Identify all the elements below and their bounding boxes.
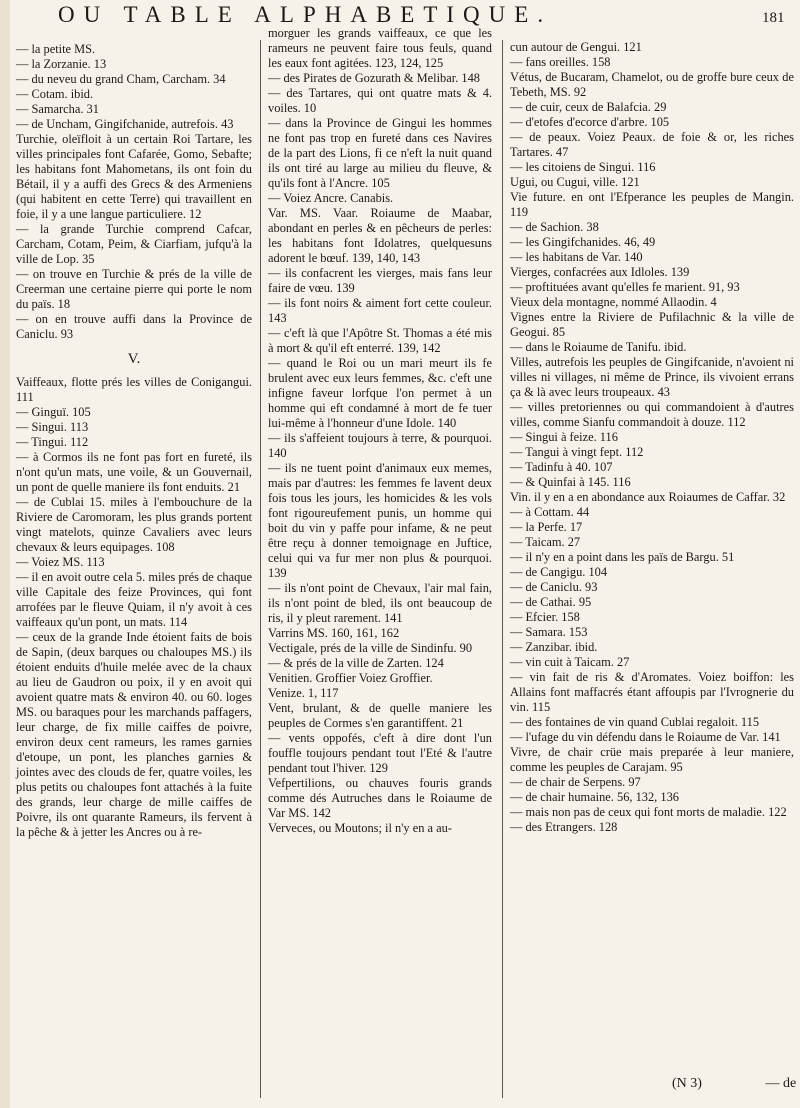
index-entry: — Zanzibar. ibid. <box>510 640 598 654</box>
index-entry: — Cotam. ibid. <box>16 87 94 101</box>
index-entry: — & prés de la ville de Zarten. 124 <box>268 656 444 670</box>
signature-mark: (N 3) <box>672 1076 702 1091</box>
catchword: — de <box>765 1076 797 1091</box>
index-entry: — fans oreilles. 158 <box>510 55 611 69</box>
index-entry: — vin fait de ris & d'Aromates. Voiez boiffon: les Allains font maffacrés étant affoupis par l'Ivrognerie du vin. 115 <box>510 670 794 714</box>
index-entry: — de Sachion. 38 <box>510 220 599 234</box>
index-entry: — ils s'affeient toujours à terre, & pourquoi. 140 <box>268 431 492 460</box>
index-entry: — la Zorzanie. 13 <box>16 57 107 71</box>
index-entry: — Singui à feize. 116 <box>510 430 618 444</box>
index-entry: morguer les grands vaiffeaux, ce que les rameurs ne peuvent faire tous feuls, quand les eaux font agitées. 123, 124, 125 <box>268 26 492 70</box>
index-entry: — de Cangigu. 104 <box>510 565 608 579</box>
index-entry: — Ginguï. 105 <box>16 405 91 419</box>
index-entry: Verveces, ou Moutons; il n'y en a au- <box>268 821 452 835</box>
page-footer <box>672 1076 796 1092</box>
index-entry: — à Cormos ils ne font pas fort en fureté, ils n'ont qu'un mats, une voile, & un Gouvernail, un pont de quelle maniere ils font enduits. 21 <box>16 450 252 494</box>
index-entry: Vie future. en ont l'Efperance les peuples de Mangin. 119 <box>510 190 794 219</box>
index-entry: — les citoiens de Singui. 116 <box>510 160 656 174</box>
index-entry: Vaiffeaux, flotte prés les villes de Conigangui. 111 <box>16 375 252 404</box>
index-entry: — les Gingifchanides. 46, 49 <box>510 235 656 249</box>
index-entry: — c'eft là que l'Apôtre St. Thomas a été mis à mort & qu'il eft enterré. 139, 142 <box>268 326 492 355</box>
page-number: 181 <box>762 10 785 26</box>
index-entry: — les habitans de Var. 140 <box>510 250 643 264</box>
index-entry: Vin. il y en a en abondance aux Roiaumes de Caffar. 32 <box>510 490 786 504</box>
index-entry: Vivre, de chair crüe mais preparée à leur maniere, comme les peuples de Carajam. 95 <box>510 745 794 774</box>
index-entry: — la petite MS. <box>16 42 96 56</box>
index-entry: — Singui. 113 <box>16 420 89 434</box>
index-entry: Venitien. Groffier Voiez Groffier. <box>268 671 433 685</box>
index-entry: — vin cuit à Taicam. 27 <box>510 655 630 669</box>
index-entry: — mais non pas de ceux qui font morts de maladie. 122 <box>510 805 787 819</box>
index-entry: — Taicam. 27 <box>510 535 581 549</box>
index-entry: — de peaux. Voiez Peaux. de foie & or, les riches Tartares. 47 <box>510 130 794 159</box>
index-entry: — des Pirates de Gozurath & Melibar. 148 <box>268 71 480 85</box>
index-entry: — on en trouve auffi dans la Province de Caniclu. 93 <box>16 312 252 341</box>
index-entry: Vierges, confacrées aux Idloles. 139 <box>510 265 690 279</box>
index-entry: Vectigale, prés de la ville de Sindinfu. 90 <box>268 641 473 655</box>
index-entry: — à Cottam. 44 <box>510 505 590 519</box>
index-entry: — ceux de la grande Inde étoient faits de bois de Sapin, (deux barques ou chaloupes MS.) ils étoient enduits d'huile melée avec de la chaux au lieu de Gaudron ou poix, il y en avoit qui avoient quatre mats & environ 40. ou 60. loges MS. ou baraques pour les marchands paffagers, leur charge, de fix mille caiffes de poivre, environ deux cent rameurs, les rames garnies d'etoupe, un pont, les planches garnies & jointes avec des clouds de fer, quatre voiles, les plus petits ou chaloupes font attachés à la fuite des grands, leur charge de mille caiffes de Poivre, ils ont quarante Rameurs, ils fervent à la pêche & à jetter les Ancres ou à re- <box>16 630 252 839</box>
index-entry: — de Caniclu. 93 <box>510 580 598 594</box>
index-entry: — de Cublai 15. miles à l'embouchure de la Riviere de Caromoram, les plus grands portent vingt matelots, quinze Cavaliers avec leurs chevaux & leurs equipages. 108 <box>16 495 252 554</box>
index-entry: Var. MS. Vaar. Roiaume de Maabar, abondant en perles & en pêcheurs de perles: les habitans font Idolatres, quelquesuns adorent le bœuf. 139, 140, 143 <box>268 206 492 265</box>
index-entry: Vignes entre la Riviere de Pufilachnic & la ville de Geogui. 85 <box>510 310 794 339</box>
index-entry: Venize. 1, 117 <box>268 686 339 700</box>
index-entry: — & Quinfai à 145. 116 <box>510 475 631 489</box>
index-entry: Vent, brulant, & de quelle maniere les peuples de Cormes s'en garantiffent. 21 <box>268 701 492 730</box>
index-entry: — Tingui. 112 <box>16 435 89 449</box>
index-entry: — d'etofes d'ecorce d'arbre. 105 <box>510 115 670 129</box>
index-entry: — il n'y en a point dans les païs de Bargu. 51 <box>510 550 735 564</box>
index-entry: — la grande Turchie comprend Cafcar, Carcham, Cotam, Peim, & Ciarfiam, jufqu'à la ville de Lop. 35 <box>16 222 252 266</box>
column-rule-2 <box>502 40 503 1098</box>
index-entry: — il en avoit outre cela 5. miles prés de chaque ville Capitale des feize Provinces, qui font arrofées par le fleuve Quiam, il n'y avoit à ces vaiffeaux qu'un pont, un mats. 114 <box>16 570 252 629</box>
index-entry: — ils n'ont point de Chevaux, l'air mal fain, ils n'ont point de bled, ils ont beaucoup de ris, il y pleut rarement. 141 <box>268 581 492 625</box>
index-entry: Villes, autrefois les peuples de Gingifcanide, n'avoient ni villes ni villages, ni même de Prince, ils vivoient errans ça & là avec leurs troupeaux. 43 <box>510 355 794 399</box>
index-entry: Ugui, ou Cugui, ville. 121 <box>510 175 640 189</box>
index-entry: — de Cathai. 95 <box>510 595 592 609</box>
index-entry: — ils confacrent les vierges, mais fans leur faire de vœu. 139 <box>268 266 492 295</box>
index-entry: — de cuir, ceux de Balafcia. 29 <box>510 100 667 114</box>
index-entry: Turchie, oleïfloit à un certain Roi Tartare, les villes principales font Cafarée, Gomo, Sebafte; les habitans font Mahometans, ils ont foin du Bétail, il y a auffi des Grecs & des Armeniens (qui habitent en cette Terre) qui travaillent en foie, il y a une langue particuliere. 12 <box>16 132 252 221</box>
index-column-2 <box>268 26 492 836</box>
index-entry: Vefpertilions, ou chauves fouris grands comme dés Autruches dans le Roiaume de Var MS. 142 <box>268 776 492 820</box>
index-entry: — ils font noirs & aiment fort cette couleur. 143 <box>268 296 492 325</box>
index-entry: — de chair humaine. 56, 132, 136 <box>510 790 679 804</box>
index-entry: — Samarcha. 31 <box>16 102 99 116</box>
index-entry: — Tadinfu à 40. 107 <box>510 460 613 474</box>
index-entry: — de chair de Serpens. 97 <box>510 775 641 789</box>
page-header <box>0 2 800 28</box>
index-column-1 <box>16 42 252 840</box>
index-entry: — proftituées avant qu'elles fe marient. 91, 93 <box>510 280 740 294</box>
index-entry: — Tangui à vingt fept. 112 <box>510 445 644 459</box>
index-entry: cun autour de Gengui. 121 <box>510 40 642 54</box>
index-entry: — des Etrangers. 128 <box>510 820 618 834</box>
index-entry: — des fontaines de vin quand Cublai regaloit. 115 <box>510 715 760 729</box>
index-entry: — vents oppofés, c'eft à dire dont l'un fouffle toujours pendant tout l'Eté & l'autre pendant tout l'hiver. 129 <box>268 731 492 775</box>
index-entry: — villes pretoriennes ou qui commandoient à d'autres villes, comme Sianfu commandoit à douze. 112 <box>510 400 794 429</box>
index-entry: — Samara. 153 <box>510 625 588 639</box>
index-entry: — du neveu du grand Cham, Carcham. 34 <box>16 72 226 86</box>
section-letter: V. <box>127 351 141 367</box>
index-entry: Vétus, de Bucaram, Chamelot, ou de groffe bure ceux de Tebeth, MS. 92 <box>510 70 794 99</box>
index-entry: — Voiez Ancre. Canabis. <box>268 191 394 205</box>
index-entry: — on trouve en Turchie & prés de la ville de Creerman une certaine pierre qui porte le nom du païs. 18 <box>16 267 252 311</box>
running-title: OU TABLE ALPHABETIQUE. <box>58 2 553 27</box>
page-edge <box>0 0 10 1108</box>
column-rule-1 <box>260 40 261 1098</box>
index-column-3 <box>510 40 794 835</box>
index-entry: — quand le Roi ou un mari meurt ils fe brulent avec eux leurs femmes, &c. c'eft une infigne faveur lorfque l'on permet à un homme qui eft condamné à mort de fe tuer lui-même à l'honneur d'une Idole. 140 <box>268 356 492 430</box>
index-entry: — ils ne tuent point d'animaux eux memes, mais par d'autres: les femmes fe lavent deux fois tous les jours, les homicides & les vols font rigoureufement punis, un homme qui boit du vin y paffe pour infame, & ne peut être reçu à donner temoignage en Juftice, celui qui va fur mer non plus & pourquoi. 139 <box>268 461 492 580</box>
index-entry: — de Uncham, Gingifchanide, autrefois. 43 <box>16 117 234 131</box>
index-entry: — dans la Province de Gingui les hommes ne font pas trop en fureté dans ces Navires de la part des Lions, fi ce n'eft la nuit quand ils ont tiré au large au milieu du fleuve, & qu'ils font à l'Ancre. 105 <box>268 116 492 190</box>
index-entry: — Efcier. 158 <box>510 610 580 624</box>
index-entry: — des Tartares, qui ont quatre mats & 4. voiles. 10 <box>268 86 492 115</box>
index-entry: — Voiez MS. 113 <box>16 555 105 569</box>
index-entry: Varrins MS. 160, 161, 162 <box>268 626 400 640</box>
index-entry: — la Perfe. 17 <box>510 520 583 534</box>
index-entry: — l'ufage du vin défendu dans le Roiaume de Var. 141 <box>510 730 781 744</box>
index-entry: Vieux dela montagne, nommé Allaodin. 4 <box>510 295 717 309</box>
index-entry: — dans le Roiaume de Tanifu. ibid. <box>510 340 687 354</box>
